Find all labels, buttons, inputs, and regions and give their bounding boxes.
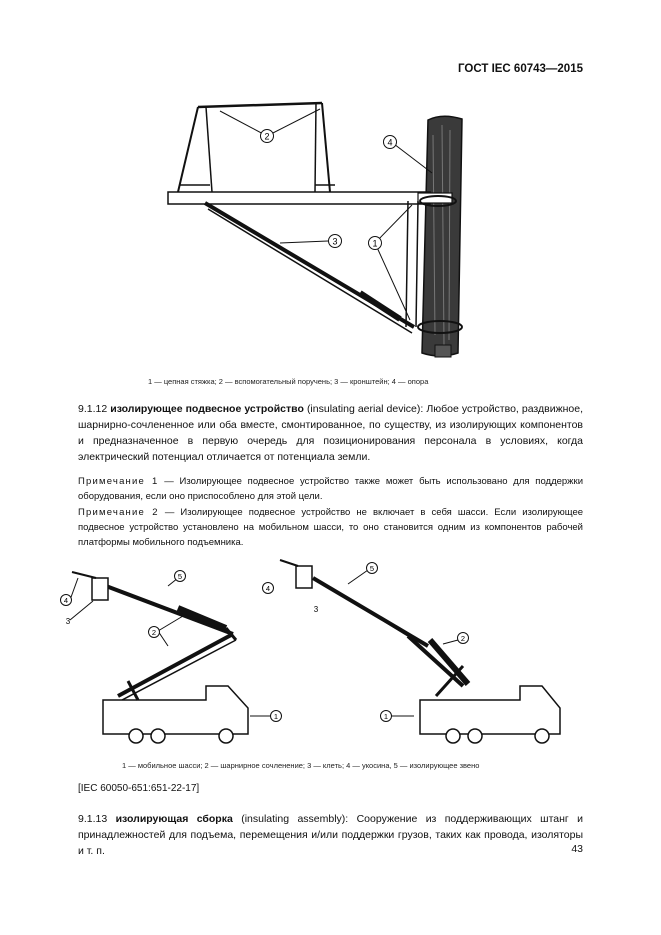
figure2-caption: 1 — мобильное шасси; 2 — шарнирное сочленение; 3 — клеть; 4 — укосина, 5 — изолирующее звено xyxy=(122,761,480,770)
callout-1 xyxy=(369,237,382,250)
fig2-right-callout-2 xyxy=(458,633,469,644)
fig2-left-callout-1 xyxy=(271,711,282,722)
fig2-right-callout-4-label: 4 xyxy=(265,584,271,593)
figure1-caption: 1 — цепная стяжка; 2 — вспомогательный поручень; 3 — кронштейн; 4 — опора xyxy=(148,377,429,386)
figure-aerial-lifts xyxy=(58,556,598,746)
fig2-left-callout-1-label: 1 xyxy=(273,712,279,721)
fig2-left-callout-2-label: 2 xyxy=(151,628,157,637)
fig2-right-callout-2-label: 2 xyxy=(460,634,466,643)
callout-1-label: 1 xyxy=(372,238,378,249)
note-1 xyxy=(78,474,583,504)
note-2 xyxy=(78,505,583,550)
note-2-text: — Изолирующее подвесное устройство не включает в себя шасси. Если изолирующее подвесное устройство установлено на мобильном шасси, то оно становится одним из компонентов рабочей платформы мобильного подъемника. xyxy=(78,507,584,548)
fig2-left-callout-2 xyxy=(149,627,160,638)
callout-2 xyxy=(261,130,274,143)
term-9-1-13-term: изолирующая сборка xyxy=(115,813,233,825)
truck-right-drawing xyxy=(280,560,560,743)
fig2-right-callout-4 xyxy=(263,583,274,594)
note-1-label: Примечание 1 xyxy=(78,476,159,487)
fig2-right-callout-5-label: 5 xyxy=(369,564,375,573)
fig2-left-callout-4 xyxy=(61,595,72,606)
page-number: 43 xyxy=(571,843,583,855)
fig2-left-callout-3-label: 3 xyxy=(65,617,71,626)
fig2-right-callout-5 xyxy=(367,563,378,574)
term-9-1-12 xyxy=(78,401,583,465)
fig2-left-callout-4-label: 4 xyxy=(63,596,69,605)
callout-4-label: 4 xyxy=(387,137,393,148)
iec-reference: [IEC 60050-651:651-22-17] xyxy=(78,783,200,794)
standard-header: ГОСТ IEC 60743—2015 xyxy=(458,63,583,75)
term-9-1-13-english: (insulating assembly) xyxy=(241,813,346,825)
fig2-right-callout-3 xyxy=(314,605,319,614)
term-9-1-12-english: (insulating aerial device) xyxy=(306,403,421,415)
callout-3-label: 3 xyxy=(332,236,338,247)
callout-4 xyxy=(384,136,397,149)
term-9-1-13-definition: : Сооружение из поддерживающих штанг и принадлежностей для подъема, перемещения и/или поддержки грузов, таких как провода, изоляторы и т. п. xyxy=(78,813,584,857)
term-9-1-12-number: 9.1.12 xyxy=(78,403,108,415)
fig2-right-callout-3-label: 3 xyxy=(313,605,319,614)
fig2-left-callout-5 xyxy=(175,571,186,582)
note-1-text: — Изолирующее подвесное устройство также может быть использовано для поддержки оборудования, если оно приспособлено для этой цели. xyxy=(78,476,583,502)
fig2-left-callout-3 xyxy=(66,617,71,626)
fig2-right-callout-1 xyxy=(381,711,392,722)
note-2-label: Примечание 2 xyxy=(78,507,159,518)
truck-left-drawing xyxy=(72,572,248,743)
fig2-right-callout-1-label: 1 xyxy=(383,712,389,721)
term-9-1-12-term: изолирующее подвесное устройство xyxy=(110,403,304,415)
figure-pole-bracket xyxy=(150,95,480,365)
term-9-1-13 xyxy=(78,811,583,859)
term-9-1-13-number: 9.1.13 xyxy=(78,813,108,825)
callout-2-label: 2 xyxy=(264,131,270,142)
fig2-left-callout-5-label: 5 xyxy=(177,572,183,581)
term-9-1-12-definition: : Любое устройство, раздвижное, шарнирно-сочлененное или оба вместе, смонтированное, по существу, из изолирующих компонентов и предназначенное в первую очередь для позиционирования персонала в условиях, когда электрический потенциал отличается от потенциала земли. xyxy=(78,403,583,463)
platform-drawing xyxy=(168,103,462,333)
callout-3 xyxy=(329,235,342,248)
